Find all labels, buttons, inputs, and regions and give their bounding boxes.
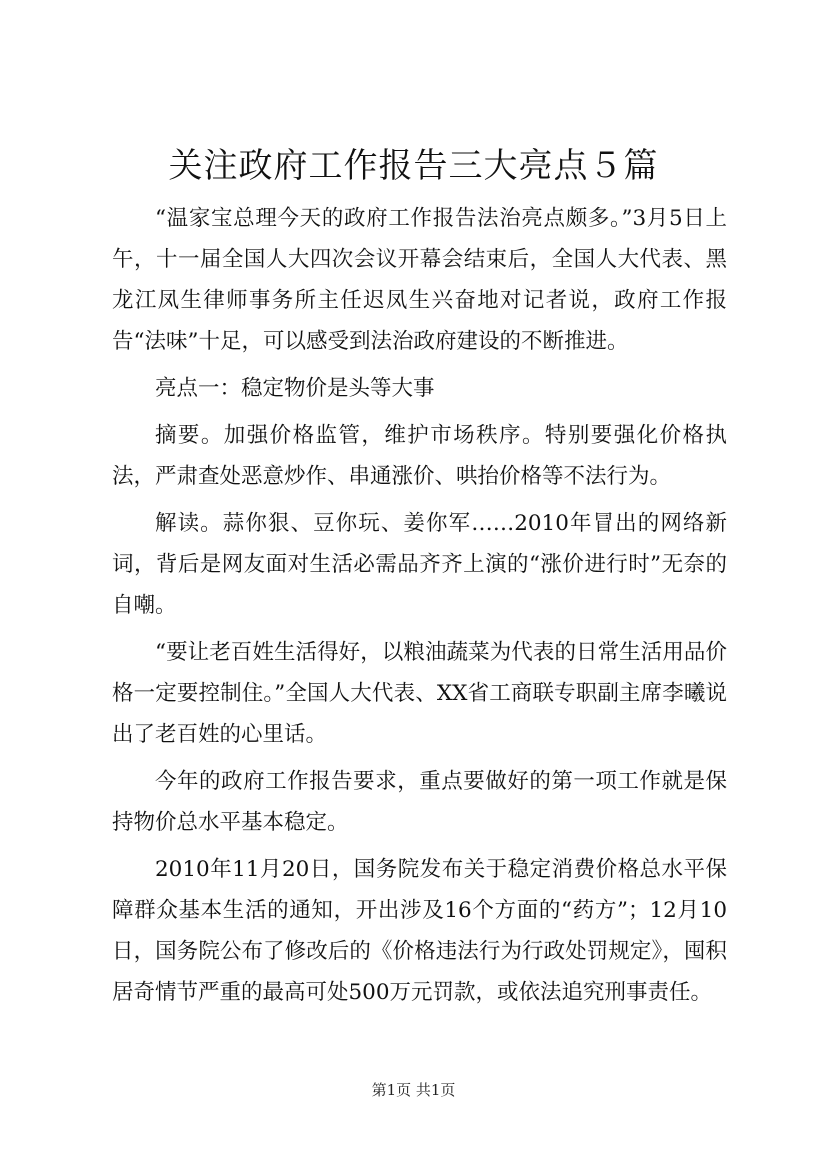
document-body xyxy=(112,198,727,1013)
paragraph-intro: “温家宝总理今天的政府工作报告法治亮点颇多。”3月5日上午，十一届全国人大四次会议开幕会结束后，全国人大代表、黑龙江凤生律师事务所主任迟凤生兴奋地对记者说，政府工作报告“法味”十足，可以感受到法治政府建设的不断推进。 xyxy=(112,206,727,354)
page-footer: 第1页 共1页 xyxy=(371,1081,456,1099)
document-title: 关注政府工作报告三大亮点５篇 xyxy=(168,146,659,186)
paragraph-policy: 2010年11月20日，国务院发布关于稳定消费价格总水平保障群众基本生活的通知，开出涉及16个方面的“药方”；12月10日，国务院公布了修改后的《价格违法行为行政处罚规定》，囤积居奇情节严重的最高可处500万元罚款，或依法追究刑事责任。 xyxy=(112,857,727,1005)
paragraph-interpretation: 解读。蒜你狠、豆你玩、姜你军……2010年冒出的网络新词，背后是网友面对生活必需品齐齐上演的“涨价进行时”无奈的自嘲。 xyxy=(112,511,727,618)
section-heading: 亮点一：稳定物价是头等大事 xyxy=(155,376,435,401)
paragraph-summary: 摘要。加强价格监管，维护市场秩序。特别要强化价格执法，严肃查处恶意炒作、串通涨价、哄抬价格等不法行为。 xyxy=(112,423,727,489)
paragraph-quote: “要让老百姓生活得好，以粮油蔬菜为代表的日常生活用品价格一定要控制住。”全国人大代表、XX省工商联专职副主席李曦说出了老百姓的心里话。 xyxy=(112,640,727,747)
paragraph-requirement: 今年的政府工作报告要求，重点要做好的第一项工作就是保持物价总水平基本稳定。 xyxy=(112,769,727,835)
